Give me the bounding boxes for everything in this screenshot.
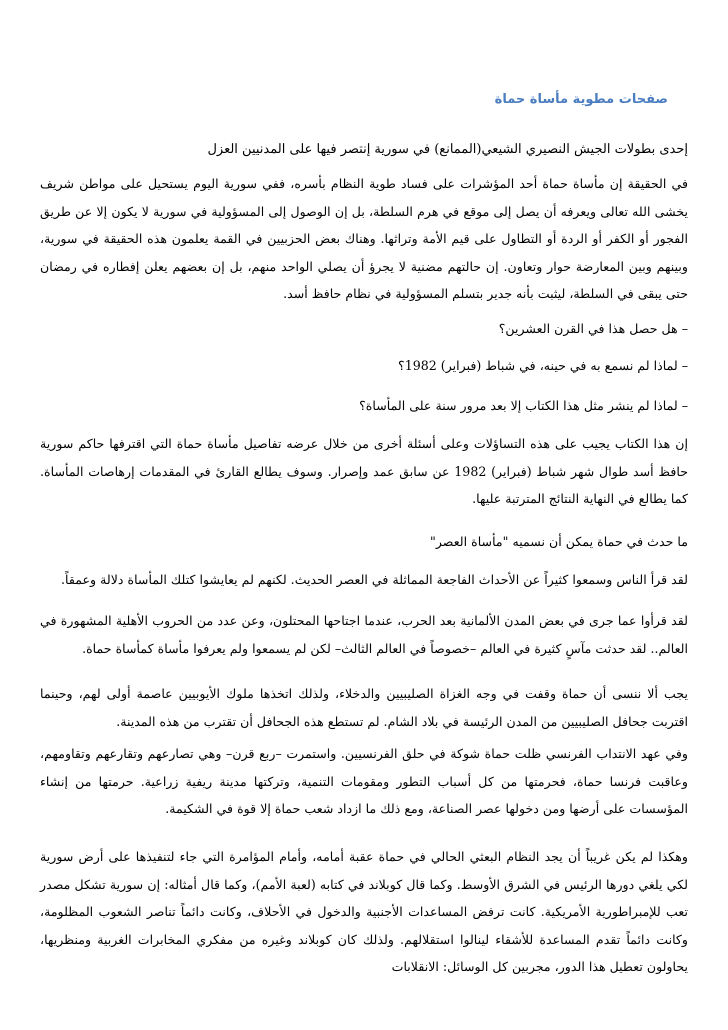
paragraph-5: لقد قرأوا عما جرى في بعض المدن الألمانية بعد الحرب، عندما اجتاحها المحتلون، وعن عدد من الحروب الأهلية المشهورة في العالم.. لقد حدثت مآسٍ كثيرة في العالم –خصوصاً في العالم الثالث– لكن لم يسمعوا ولم يعرفوا مأساة كمأساة حماة. bbox=[40, 613, 688, 656]
paragraph-2: إن هذا الكتاب يجيب على هذه التساؤلات وعلى أسئلة أخرى من خلال عرضه تفاصيل مأساة حماة التي اقترفها حاكم سورية حافظ أسد طوال شهر شباط (فبراير) 1982 عن سابق عمد وإصرار. وسوف يطالع القارئ في المقدمات إرهاصات المأساة. كما يطالع في النهاية النتائج المترتبة عليها. bbox=[40, 436, 688, 506]
paragraph-6: يجب ألا ننسى أن حماة وقفت في وجه الغزاة الصليبيين والدخلاء، ولذلك اتخذها ملوك الأيوبيين عاصمة أولى لهم، وحينما اقتربت جحافل الصليبيين من المدن الرئيسة في بلاد الشام. لم تستطع هذه الجحافل أن تقترب من هذه المدينة. bbox=[40, 686, 688, 729]
question-1: – هل حصل هذا في القرن العشرين؟ bbox=[498, 321, 688, 336]
paragraph-7: وفي عهد الانتداب الفرنسي ظلت حماة شوكة في حلق الفرنسيين. واستمرت –ربع قرن– وهي تصارعهم وتقارعهم وتقاومهم، وعاقبت فرنسا حماة، فحرمتها من كل أسباب التطور ومقومات التنمية، وتركتها مدينة ريفية زراعية. حرمتها من إنشاء المؤسسات على أرضها ومن دخولها عصر الصناعة، ومع ذلك ما ازداد شعب حماة إلا قوة في الشكيمة. bbox=[40, 746, 688, 816]
intro-line: إحدى بطولات الجيش النصيري الشيعي(الممانع) في سورية إنتصر فيها على المدنيين العزل bbox=[207, 142, 688, 157]
page-title: صفحات مطوية مأساة حماة bbox=[494, 92, 668, 107]
paragraph-8: وهكذا لم يكن غريباً أن يجد النظام البعثي الحالي في حماة عقبة أمامه، وأمام المؤامرة التي جاء لتنفيذها على أرض سورية لكي يلغي دورها الرئيس في الشرق الأوسط. وكما قال كوبلاند في كتابه (لعبة الأمم)، وكما قال أمثاله: إن سورية تشكل مصدر تعب للإمبراطورية الأمريكية. كانت ترفض المساعدات الأجنبية والدخول في الأحلاف، وكانت دائماً تناصر الشعوب المظلومة، وكانت دائماً تقدم المساعدة للأشقاء لينالوا استقلالهم. ولذلك كان كوبلاند وغيره من مفكري المخابرات الغربية ومنظريها، يحاولون تعطيل هذا الدور، مجربين كل الوسائل: الانقلابات bbox=[40, 849, 688, 974]
paragraph-1: في الحقيقة إن مأساة حماة أحد المؤشرات على فساد طوية النظام بأسره، ففي سورية اليوم يستحيل على مواطن شريف يخشى الله تعالى ويعرفه أن يصل إلى موقع في هرم السلطة، بل إن الوصول إلى المسؤولية في سورية لا يكون إلا عن طريق الفجور أو الكفر أو الردة أو التطاول على قيم الأمة وتراثها. وهناك بعض الحزبيين في القمة يعلمون هذه الحقيقة في سورية، وبينهم وبين المعارضة حوار وتعاون. إن حالتهم مضنية لا يجرؤ أن يصلي الواحد منهم، بل إن بعضهم يعلن إفطاره في رمضان حتى يبقى في السلطة، ليثبت بأنه جدير بتسلم المسؤولية في نظام حافظ أسد. bbox=[40, 176, 688, 301]
paragraph-3: ما حدث في حماة يمكن أن نسميه "مأساة العصر" bbox=[430, 534, 688, 549]
question-3: – لماذا لم ينشر مثل هذا الكتاب إلا بعد مرور سنة على المأساة؟ bbox=[359, 398, 688, 413]
question-2: – لماذا لم نسمع به في حينه، في شباط (فبراير) 1982؟ bbox=[398, 358, 688, 373]
paragraph-4: لقد قرأ الناس وسمعوا كثيراً عن الأحداث الفاجعة المماثلة في العصر الحديث. لكنهم لم يعايشوا كتلك المأساة دلالة وعمقاً. bbox=[61, 572, 688, 587]
